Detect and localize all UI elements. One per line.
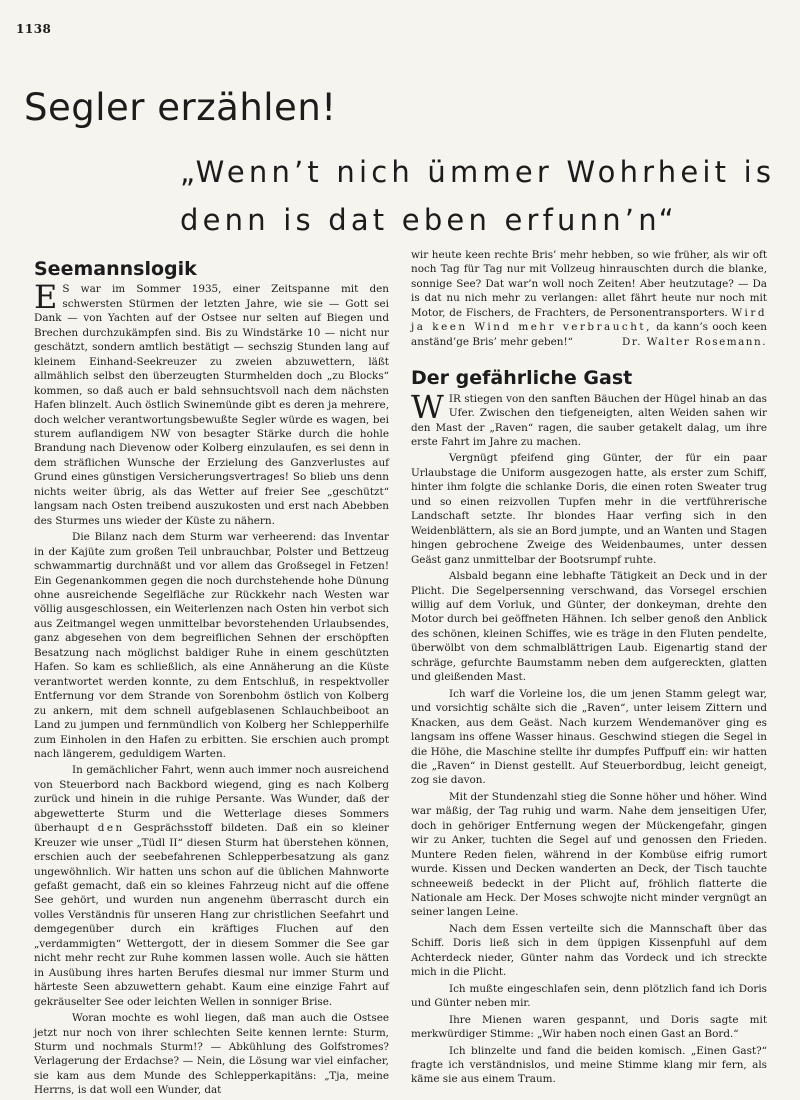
article1-paragraph: Die Bilanz nach dem Sturm war verheerend: das Inventar in der Kajüte zum großen Teil unbrauchbar, Polster und Bettzeug schwammartig durchnäßt und vor allem das Großsegel in Fetzen! Ein Gegenankommen gegen die noch durchstehende hohe Dünung ohne ausreichende Segelfläche zur Rückkehr nach Westen war völlig ausgeschlossen, ein Weiterlenzen nach Osten hin verbot sich aus Zeitmangel wegen unmittelbar bevorstehenden Urlaubsendes, ganz abgesehen von dem begreiflichen Sehnen der erschöpften Besatzung nach möglichst baldiger Ruhe in einem geschützten Hafen. So kam es schließlich, als eine Annäherung an die Küste verantwortet werden konnte, zu dem Entschluß, in respektvoller Entfernung vor dem Strande von Sorenbohm östlich von Kolberg zu ankern, mit dem schnell aufgeblasenen Schlauchbeiboot an Land zu jumpen und fernmündlich von Kolberg her Schlepperhilfe zum Einholen in den Hafen zu erbitten. Sie erschien auch prompt nach längerem, geduldigem Warten. (34, 531, 389, 760)
article2-paragraph (411, 387, 767, 450)
emphasis-text: Wird ja keen Wind mehr verbraucht, (411, 306, 767, 334)
paragraph-text: Gesprächsstoff bildeten. Daß ein so kleiner Kreuzer wie unser „Tüdl II“ diesen Sturm hat überstehen können, erschien auch der seebefahrenen Schlepperbesatzung als ganz ungewöhnlich. Wir hatten uns schon auf die üblichen Mahnworte gefaßt gemacht, daß ein so kleines Fahrzeug nicht auf die offene See gehört, und wurden nun angenehm überrascht durch ein volles Verständnis für unseren Hang zur christlichen Seefahrt und demgegenüber durch ein kräftiges Fluchen auf den „verdammigten“ Wettergott, der in diesem Sommer die See gar nicht mehr recht zur Ruhe kommen lassen wolle. Auch sie hätten in Ausübung ihres harten Berufes diesmal nur immer Sturm und härteste Seen abzuwettern gehabt. Kaum eine einzige Fahrt auf gekräuselter See oder leichten Wellen in sonniger Brise. (34, 822, 389, 1008)
page-number: 1138 (16, 22, 52, 36)
article1-paragraph: Woran mochte es wohl liegen, daß man auch die Ostsee jetzt nur noch von ihrer schlechten Seite kennen lernte: Sturm, Sturm und nochmals Sturm!? — Abkühlung des Golfstromes? Verlagerung der Erdachse? — Nein, die Lösung war viel einfacher, sie kam aus dem Munde des Schlepperkapitäns: „Tja, meine Herrns, is dat woll een Wunder, dat (34, 1012, 389, 1097)
article2-paragraph: Ihre Mienen waren gespannt, und Doris sagte mit merkwürdiger Stimme: „Wir haben noch einen Gast an Bord.“ (411, 1013, 767, 1041)
article1-paragraph (34, 278, 389, 528)
subtitle-line-1: „Wenn’t nich ümmer Wohrheit is (180, 155, 776, 189)
left-column (34, 252, 389, 1100)
article-heading-der-gefaehrliche-gast: Der gefährliche Gast (411, 367, 633, 390)
article2-paragraph: Ich blinzelte und fand die beiden komisch. „Einen Gast?“ fragte ich verständnislos, und meine Stimme klang mir fern, als käme sie aus einem Traum. (411, 1044, 767, 1086)
subtitle (180, 148, 775, 244)
right-column (411, 248, 767, 1089)
article2-paragraph: Mit der Stundenzahl stieg die Sonne höher und höher. Wind war mäßig, der Tag ruhig und warm. Nahe dem jenseitigen Ufer, doch in gehöriger Entfernung wegen der Mückengefahr, gingen wir zu Anker, tuchten die Segel auf und genossen den Frieden. Muntere Reden fielen, während in der Kombüse eifrig rumort wurde. Kissen und Decken wanderten an Deck, der Tisch tauchte schneeweiß bedeckt in der Plicht auf, fröhlich flatterte die Nationale am Heck. Der Moses schwojte nicht minder vergnügt an seiner langen Leine. (411, 790, 767, 919)
article2-paragraph: Alsbald begann eine lebhafte Tätigkeit an Deck und in der Plicht. Die Segelpersenning verschwand, das Vorsegel erschien willig auf dem Vorluk, und Günter, der donkeyman, drehte den Motor durch bei geöffneten Hähnen. Ich selber genoß den Anblick des schönen, kleinen Schiffes, wie es träge in den Fluten pendelte, überwölbt von dem schmalblättrigen Laub. Eigenartig stand der schräge, gefurchte Baumstamm neben dem aufgereckten, glatten und gleißenden Mast. (411, 570, 767, 684)
paragraph-text: In gemächlicher Fahrt, wenn auch immer noch ausreichend von Steuerbord nach Backbord wiegend, ging es nach Kolberg zurück und hinein in die ruhige Persante. Was Wunder, daß der abgewetterte Sturm und die Wetterlage dieses Sommers überhaupt (34, 764, 389, 835)
paragraph-text: wir heute keen rechte Bris’ mehr hebben, so wie früher, als wir oft noch Tag für Tag nur mit Vollzeug hinrauschten durch die blanke, sonnige See? Dat war’n woll noch Zeiten! Aber heutzutage? — Da is dat nu nich mehr zu verlangen: allet fährt heute nur noch mit Motor, de Fischers, de Frachters, de Personentransporters. (411, 249, 767, 319)
paragraph-text: S war im Sommer 1935, einer Zeitspanne mit den schwersten Stürmen der letzten Jahre, wie sie — Gott sei Dank — von Yachten auf der Ostsee nur selten auf Biegen und Brechen durchzukämpfen sind. Bis zu Windstärke 10 — nicht nur geschätzt, sondern amtlich bestätigt — sechszig Stunden lang auf kleinem Einhand-Seekreuzer zu zweien abzuwettern, läßt allmählich selbst den überzeugten Sturmhelden doch „zu Blocks“ kommen, so daß auch er bald sehnsuchtsvoll nach dem nächsten Hafen blinzelt. Auch östlich Swinemünde gibt es deren ja mehrere, doch welcher verantwortungsbewußte Segler würde es wagen, bei sturem auflandigem NW von besagter Stärke durch die hohle Brandung nach Dievenow oder Kolberg einzulaufen, es sei denn in dem sträflichen Wunsche der Erzielung des Ganzverlustes auf Grund eines günstigen Versicherungsvertrages! So blieb uns denn nichts weiter übrig, als das Wetter auf freier See „geschützt“ langsam nach Osten treibend auszukosten und erst nach Abebben des Sturmes uns wieder der Küste zu nähern. (34, 283, 389, 527)
page-title: Segler erzählen! (24, 86, 337, 129)
paragraph-text: IR stiegen von den sanften Bäuchen der Hügel hinab an das Ufer. Zwischen den tiefgeneigten, alten Weiden sahen wir den Mast der „Raven“ ragen, die sauber getakelt dalag, um ihre erste Fahrt im Jahre zu machen. (411, 392, 767, 448)
dropcap: E (34, 278, 58, 317)
article-heading-seemannslogik: Seemannslogik (34, 258, 197, 280)
subtitle-line-2: denn is dat eben erfunn’n“ (180, 203, 678, 237)
paragraph-text: da kann’s ooch keen anständ’ge Bris’ mehr geben!“ (411, 321, 767, 348)
article1-paragraph-continued (411, 248, 767, 349)
article2-paragraph: Nach dem Essen verteilte sich die Mannschaft über das Schiff. Doris ließ sich in dem üppigen Kissenpfuhl auf dem Achterdeck nieder, Günter nahm das Vordeck und ich streckte mich in die Plicht. (411, 922, 767, 979)
emphasis-text: den (97, 822, 125, 835)
article2-paragraph: Vergnügt pfeifend ging Günter, der für ein paar Urlaubstage die Uniform ausgezogen hatte, als erster zum Schiff, hinter ihm folgte die schlanke Doris, die einen roten Sweater trug und so einen reizvollen Tupfen mehr in die vertführerische Landschaft setzte. Ihr blondes Haar verfing sich in den Weidenblättern, als sie an Bord jumpte, und an Wanten und Stagen hingen gebrochene Zweige des Weidenbaumes, unter dessen Geäst ganz unmittelbar der Bootsrumpf ruhte. (411, 452, 767, 566)
article1-paragraph (34, 763, 389, 1009)
dropcap: W (411, 387, 444, 426)
article2-paragraph: Ich warf die Vorleine los, die um jenen Stamm gelegt war, und vorsichtig schälte sich die „Raven“, unter leisem Zittern und Knacken, aus dem Geäst. Nach kurzem Wendemanöver ging es langsam ins offene Wasser hinaus. Geschwind stiegen die Segel in die Höhe, die Maschine stellte ihr dumpfes Puffpuff ein: wir hatten die „Raven“ in Dienst gestellt. Auf Steuerbordbug, leicht geneigt, zog sie davon. (411, 687, 767, 787)
article2-paragraph: Ich mußte eingeschlafen sein, denn plötzlich fand ich Doris und Günter neben mir. (411, 982, 767, 1010)
author-signature: Dr. Walter Rosemann. (622, 335, 767, 348)
